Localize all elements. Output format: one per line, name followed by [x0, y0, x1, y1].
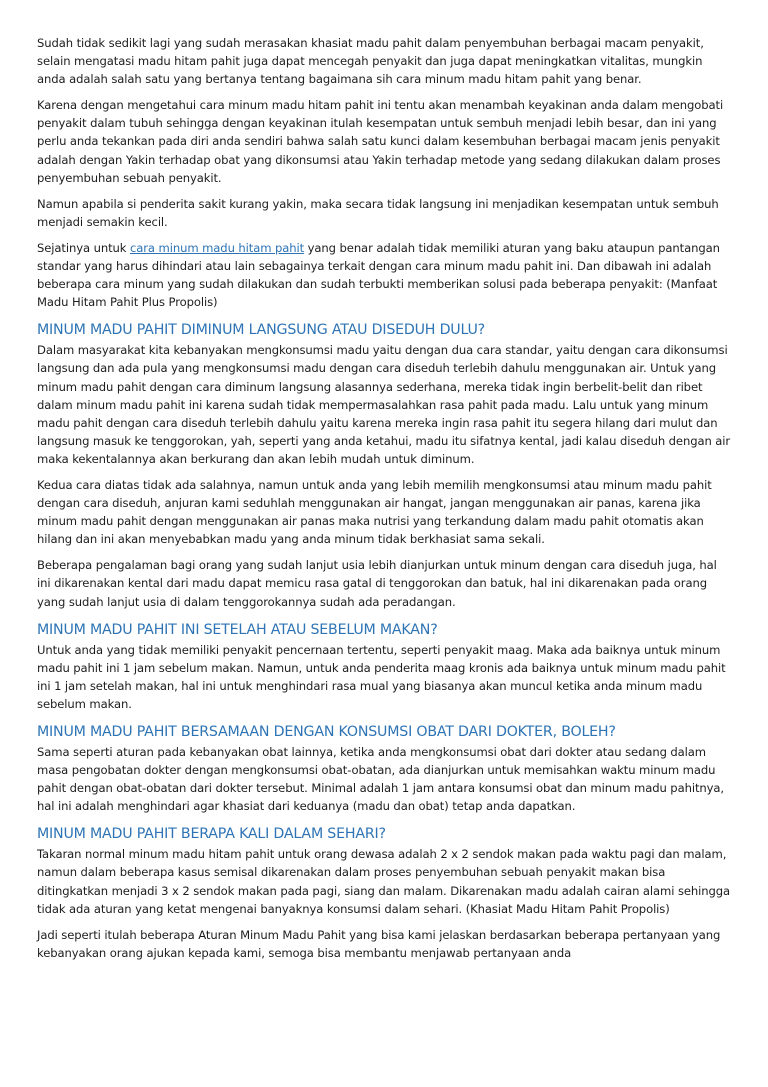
- section-paragraph: Jadi seperti itulah beberapa Aturan Minum Madu Pahit yang bisa kami jelaskan berdasarkan beberapa pertanyaan yang kebanyakan orang ajukan kepada kami, semoga bisa membantu menjawab pertanyaan anda: [37, 927, 721, 960]
- intro-paragraph: Namun apabila si penderita sakit kurang yakin, maka secara tidak langsung ini menjadikan kesempatan untuk sembuh menjadi semakin kecil.: [37, 196, 719, 229]
- section-heading: MINUM MADU PAHIT BERAPA KALI DALAM SEHARI?: [37, 826, 386, 843]
- section-paragraph: Sama seperti aturan pada kebanyakan obat lainnya, ketika anda mengkonsumsi obat dari dokter atau sedang dalam masa pengobatan dokter dengan mengkonsumsi obat-obatan, ada dianjurkan untuk memisahkan waktu minum madu pahit dengan obat-obatan dari dokter tersebut. Minimal adalah 1 jam antara konsumsi obat dan minum madu pahitnya, hal ini adalah menghindari agar khasiat dari keduanya (madu dan obat) tetap anda dapatkan.: [37, 745, 724, 814]
- section-paragraph: Untuk anda yang tidak memiliki penyakit pencernaan tertentu, seperti penyakit maag. Maka ada baiknya untuk minum madu pahit ini 1 jam sebelum makan. Namun, untuk anda penderita maag kronis ada baiknya untuk minum madu pahit ini 1 jam setelah makan, hal ini untuk menghindari rasa mual yang biasanya akan muncul ketika anda minum madu sebelum makan.: [37, 642, 726, 711]
- intro-paragraph: Karena dengan mengetahui cara minum madu hitam pahit ini tentu akan menambah keyakinan anda dalam mengobati penyakit dalam tubuh sehingga dengan keyakinan itulah kesempatan untuk sembuh menjadi lebih besar, dan ini yang perlu anda tekankan pada diri anda sendiri bahwa salah satu kunci dalam kesembuhan berbagai macam jenis penyakit adalah dengan Yakin terhadap obat yang dikonsumsi atau Yakin terhadap metode yang sedang dilakukan dalam proses penyembuhan sebuah penyakit.: [37, 98, 724, 185]
- cara-minum-link[interactable]: cara minum madu hitam pahit: [129, 240, 305, 255]
- intro-paragraph: Sudah tidak sedikit lagi yang sudah merasakan khasiat madu pahit dalam penyembuhan berbagai macam penyakit, selain mengatasi madu hitam pahit juga dapat mencegah penyakit dan juga dapat meningkatkan vitalitas, mungkin anda adalah salah satu yang bertanya tentang bagaimana sih cara minum madu hitam pahit yang benar.: [37, 36, 704, 87]
- section-heading: MINUM MADU PAHIT INI SETELAH ATAU SEBELUM MAKAN?: [37, 621, 438, 638]
- link-paragraph-text-before: Sejatinya untuk: [37, 240, 130, 255]
- link-paragraph-text-after: yang benar adalah tidak memiliki aturan yang baku ataupun pantangan standar yang harus dihindari atau lain sebagainya terkait dengan cara minum madu pahit ini. Dan dibawah ini adalah beberapa cara minum yang sudah dilakukan dan sudah terbukti memberikan solusi pada beberapa penyakit: (Manfaat Madu Hitam Pahit Plus Propolis): [37, 240, 720, 310]
- section-paragraph: Kedua cara diatas tidak ada salahnya, namun untuk anda yang lebih memilih mengkonsumsi atau minum madu pahit dengan cara diseduh, anjuran kami seduhlah menggunakan air hangat, jangan menggunakan air panas, karena jika minum madu pahit dengan menggunakan air panas maka nutrisi yang terkandung dalam madu pahit otomatis akan hilang dan ini akan menyebabkan madu yang anda minum tidak berkhasiat sama sekali.: [37, 477, 712, 547]
- section-paragraph: Dalam masyarakat kita kebanyakan mengkonsumsi madu yaitu dengan dua cara standar, yaitu dengan cara dikonsumsi langsung dan ada pula yang mengkonsumsi madu dengan cara diseduh terlebih dahulu menggunakan air. Untuk yang minum madu pahit dengan cara diminum langsung alasannya sederhana, mereka tidak ingin berbelit-belit dan ribet dalam minum madu pahit ini karena sudah tidak mempermasalahkan rasa pahit pada madu. Lalu untuk yang minum madu pahit dengan cara diseduh terlebih dahulu yaitu karena mereka ingin rasa pahit itu segera hilang dari mulut dan langsung masuk ke tenggorokan, yah, seperti yang anda ketahui, madu itu sifatnya kental, jadi kalau diseduh dengan air maka kekentalannya akan berkurang dan akan lebih mudah untuk diminum.: [37, 343, 731, 466]
- section-heading: MINUM MADU PAHIT BERSAMAAN DENGAN KONSUMSI OBAT DARI DOKTER, BOLEH?: [37, 724, 616, 740]
- section-heading: MINUM MADU PAHIT DIMINUM LANGSUNG ATAU DISEDUH DULU?: [37, 322, 486, 339]
- link-paragraph: [37, 239, 732, 311]
- section-paragraph: Beberapa pengalaman bagi orang yang sudah lanjut usia lebih dianjurkan untuk minum dengan cara diseduh juga, hal ini dikarenakan kental dari madu dapat memicu rasa gatal di tenggorokan dan batuk, hal ini dikarenakan pada orang yang sudah lanjut usia di dalam tenggorokannya sudah ada peradangan.: [37, 558, 717, 609]
- section-paragraph: Takaran normal minum madu hitam pahit untuk orang dewasa adalah 2 x 2 sendok makan pada waktu pagi dan malam, namun dalam beberapa kasus semisal dikarenakan dalam proses penyembuhan sebuah penyakit makan bisa ditingkatkan menjadi 3 x 2 sendok makan pada pagi, siang dan malam. Dikarenakan madu adalah cairan alami sehingga tidak ada aturan yang ketat mengenai banyaknya konsumsi dalam sehari. (Khasiat Madu Hitam Pahit Propolis): [37, 847, 731, 916]
